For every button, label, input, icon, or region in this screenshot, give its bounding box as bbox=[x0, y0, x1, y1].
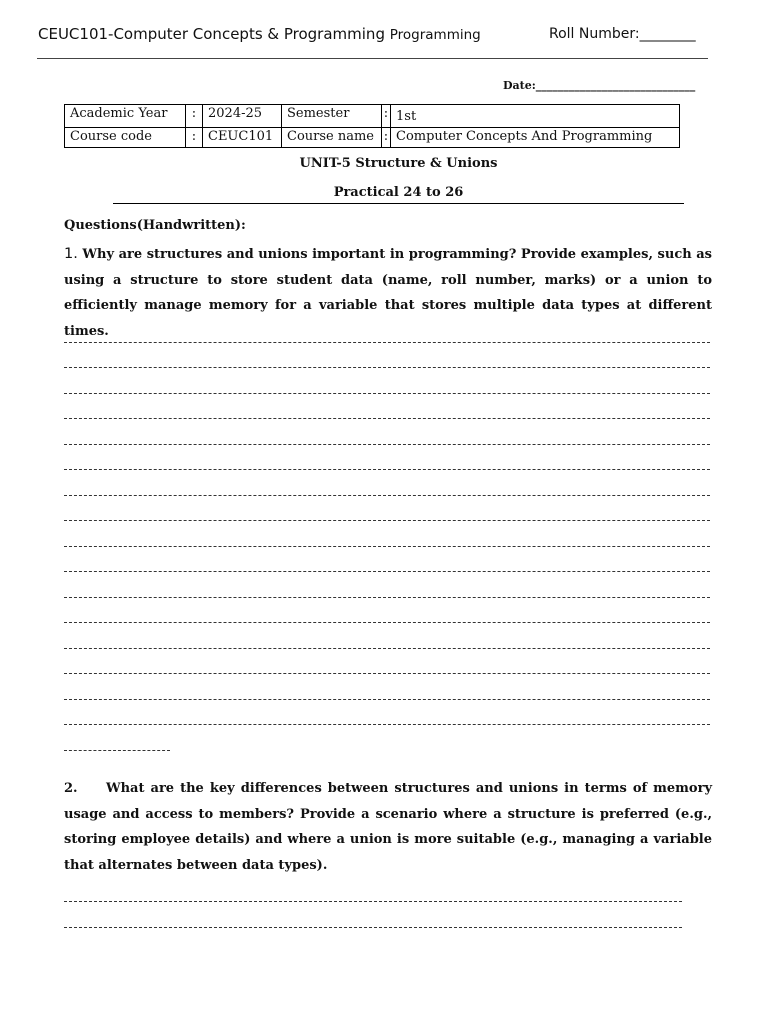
semester-label: Semester bbox=[282, 105, 382, 128]
separator: : bbox=[186, 105, 203, 128]
answer-line bbox=[64, 927, 682, 928]
course-code-value: CEUC101 bbox=[203, 128, 282, 148]
question-text: What are the key differences between structures and unions in terms of memory usage and access to members? Provide a scenario where a structure is preferred (e.g., storing employee details) and where a union is more suitable (e.g., managing a variable that alternates between data types). bbox=[64, 781, 712, 873]
answer-line bbox=[64, 444, 710, 445]
answer-line bbox=[64, 520, 710, 521]
answer-line bbox=[64, 342, 710, 343]
academic-year-value: 2024-25 bbox=[203, 105, 282, 128]
roll-number-field: Roll Number:________ bbox=[549, 26, 696, 42]
answer-line bbox=[64, 469, 710, 470]
question-1 bbox=[64, 242, 712, 344]
answer-line bbox=[64, 724, 710, 725]
answer-line bbox=[64, 597, 710, 598]
unit-title: UNIT-5 Structure & Unions bbox=[299, 156, 498, 171]
answer-line bbox=[64, 699, 710, 700]
answer-line bbox=[64, 750, 170, 751]
course-info-table bbox=[64, 104, 680, 148]
question-text: Why are structures and unions important in programming? Provide examples, such as using a structure to store student data (name, roll number, marks) or a union to efficiently manage memory for a variable that stores multiple data types at different times. bbox=[64, 247, 712, 339]
academic-year-label: Academic Year bbox=[65, 105, 186, 128]
course-name-value: Computer Concepts And Programming bbox=[391, 128, 680, 148]
question-number: 2. bbox=[64, 781, 78, 796]
answer-line bbox=[64, 673, 710, 674]
answer-line bbox=[64, 546, 710, 547]
header-divider bbox=[37, 58, 708, 59]
question-2 bbox=[64, 776, 712, 878]
answer-line bbox=[64, 393, 710, 394]
course-name-label: Course name bbox=[282, 128, 382, 148]
practical-title: Practical 24 to 26 bbox=[333, 185, 464, 200]
course-header-title bbox=[38, 25, 481, 43]
separator: : bbox=[382, 105, 391, 128]
table-row bbox=[65, 105, 680, 128]
question-number: 1. bbox=[64, 246, 78, 262]
answer-line bbox=[64, 622, 710, 623]
answer-line bbox=[64, 495, 710, 496]
course-title-suffix: Programming bbox=[389, 27, 481, 43]
separator: : bbox=[382, 128, 391, 148]
answer-line bbox=[64, 901, 682, 902]
answer-line bbox=[64, 648, 710, 649]
course-title: CEUC101-Computer Concepts & Programming bbox=[38, 25, 385, 43]
semester-value: 1st bbox=[391, 105, 680, 128]
separator: : bbox=[186, 128, 203, 148]
date-field: Date:_____________________________ bbox=[503, 79, 696, 92]
answer-line bbox=[64, 367, 710, 368]
course-code-label: Course code bbox=[65, 128, 186, 148]
answer-line bbox=[64, 571, 710, 572]
table-row bbox=[65, 128, 680, 148]
answer-line bbox=[64, 418, 710, 419]
practical-title-rule bbox=[113, 203, 684, 204]
questions-heading: Questions(Handwritten): bbox=[64, 218, 246, 233]
